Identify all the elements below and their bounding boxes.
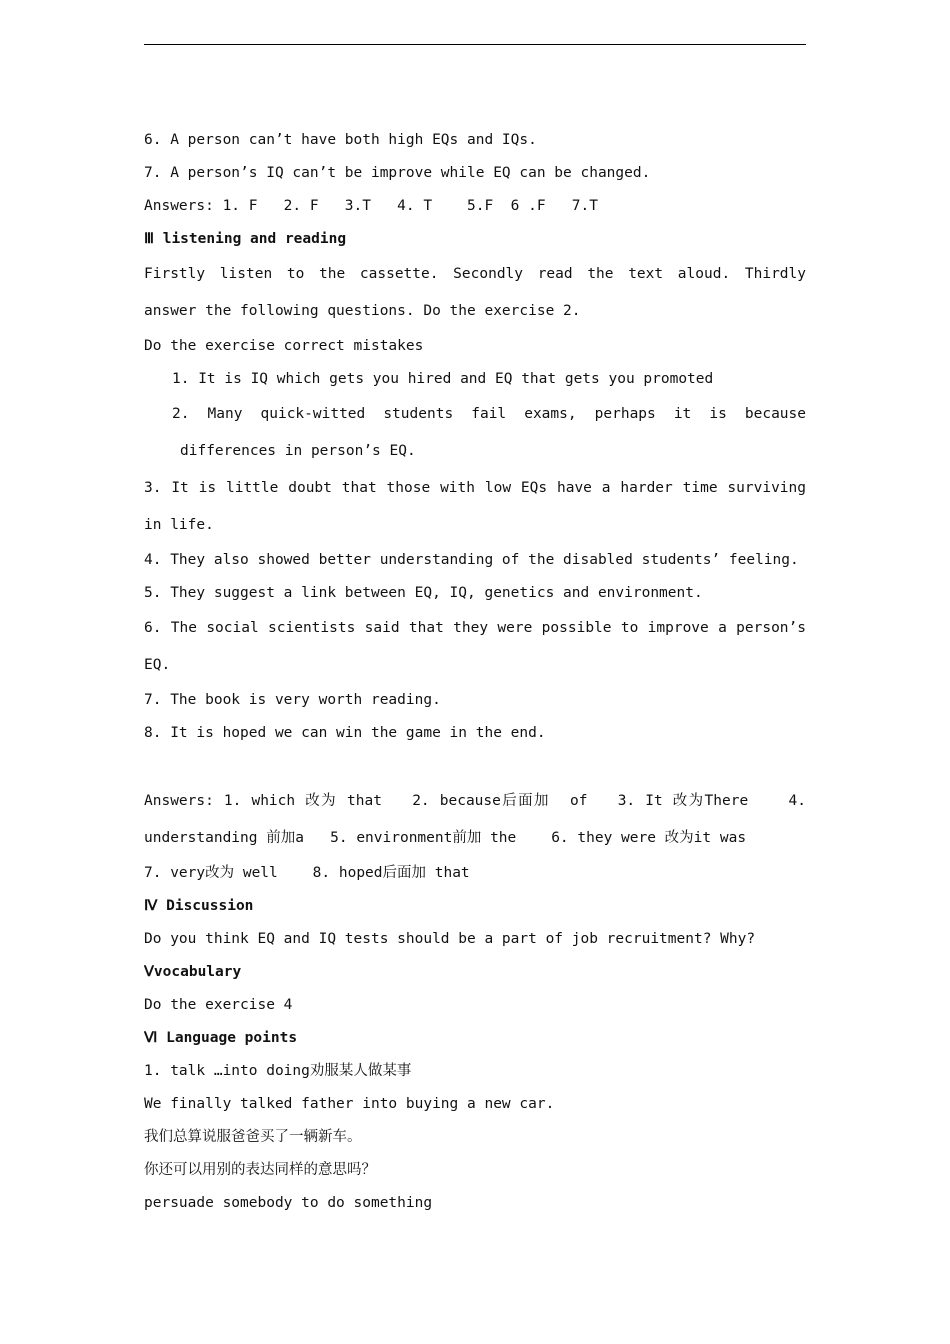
mistake-item-7: 7. The book is very worth reading. xyxy=(144,692,441,708)
document-body xyxy=(144,124,815,1220)
section-heading-listening-reading: Ⅲ listening and reading xyxy=(144,231,347,247)
mistake-item-5: 5. They suggest a link between EQ, IQ, genetics and environment. xyxy=(144,585,703,601)
section-heading-vocabulary: Ⅴvocabulary xyxy=(144,964,242,980)
mistake-item-3: 3. It is little doubt that those with low EQs have a harder time surviving in life. xyxy=(144,480,806,533)
answers-true-false: Answers: 1. F 2. F 3.T 4. T 5.F 6 .F 7.T xyxy=(144,198,598,214)
mistake-item-4: 4. They also showed better understanding of the disabled students’ feeling. xyxy=(144,552,799,568)
correct-mistakes-instruction: Do the exercise correct mistakes xyxy=(144,338,424,354)
statement-7: 7. A person’s IQ can’t be improve while EQ can be changed. xyxy=(144,165,651,181)
language-point-1: 1. talk …into doing劝服某人做某事 xyxy=(144,1063,412,1079)
section-heading-discussion: Ⅳ Discussion xyxy=(144,898,254,914)
vocabulary-instruction: Do the exercise 4 xyxy=(144,997,293,1013)
statement-6: 6. A person can’t have both high EQs and IQs. xyxy=(144,132,537,148)
mistake-item-8: 8. It is hoped we can win the game in the end. xyxy=(144,725,546,741)
answers-corrections-cont: 7. very改为 well 8. hoped后面加 that xyxy=(144,865,470,881)
mistake-item-2: 2. Many quick-witted students fail exams, perhaps it is because differences in person’s EQ. xyxy=(172,406,806,459)
language-point-question: 你还可以用别的表达同样的意思吗？ xyxy=(144,1162,376,1178)
mistake-item-6: 6. The social scientists said that they were possible to improve a person’s EQ. xyxy=(144,620,806,673)
answers-corrections: Answers: 1. which 改为 that 2. because后面加 of 3. It 改为There 4. understanding 前加a 5. environment前加 the 6. they were 改为it was xyxy=(144,793,815,846)
section-heading-language-points: Ⅵ Language points xyxy=(144,1030,298,1046)
discussion-question: Do you think EQ and IQ tests should be a part of job recruitment? Why? xyxy=(144,931,756,947)
header-rule xyxy=(144,44,806,45)
language-point-alternative: persuade somebody to do something xyxy=(144,1195,433,1211)
language-point-translation: 我们总算说服爸爸买了一辆新车。 xyxy=(144,1129,362,1145)
mistake-item-1: 1. It is IQ which gets you hired and EQ that gets you promoted xyxy=(172,371,714,387)
blank-line xyxy=(144,750,806,783)
language-point-example: We finally talked father into buying a new car. xyxy=(144,1096,555,1112)
listening-instructions: Firstly listen to the cassette. Secondly read the text aloud. Thirdly answer the following questions. Do the exercise 2. xyxy=(144,266,806,319)
